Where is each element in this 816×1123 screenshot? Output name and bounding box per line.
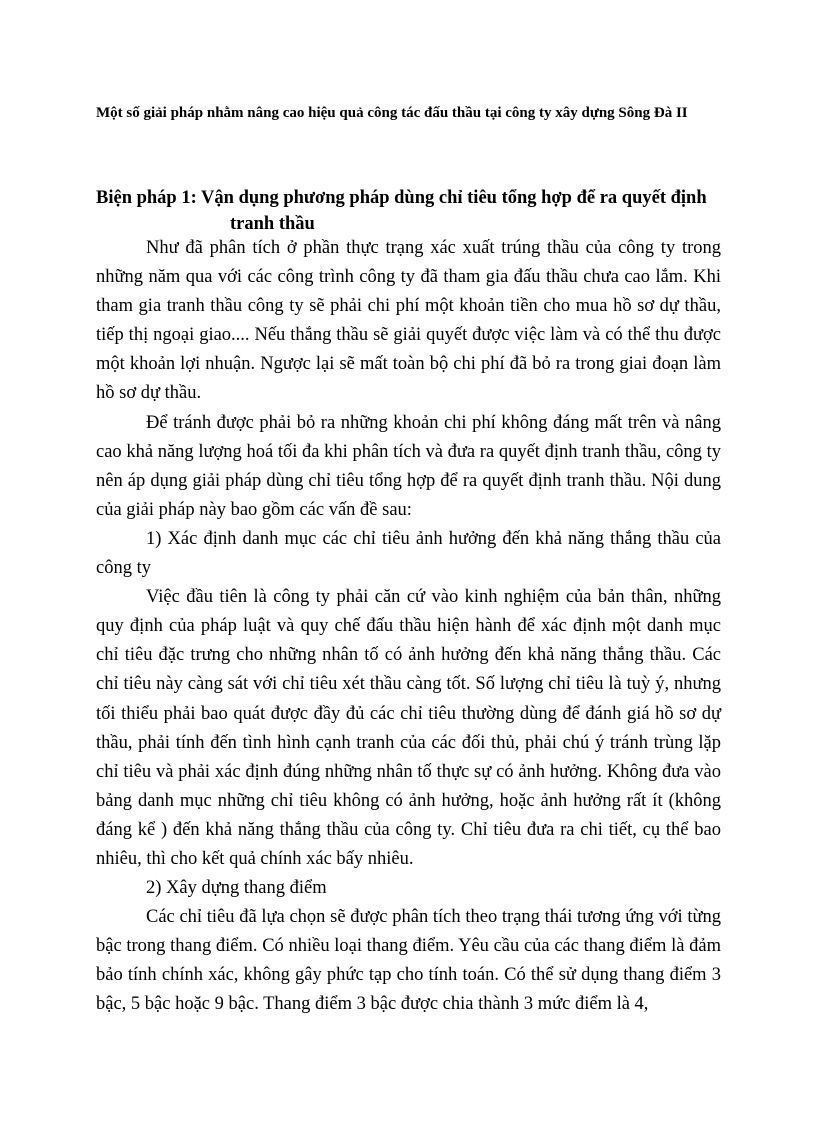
paragraph: Các chỉ tiêu đã lựa chọn sẽ được phân tích theo trạng thái tương ứng với từng bậc trong thang điểm. Có nhiều loại thang điểm. Yêu cầu của các thang điểm là đảm bảo tính chính xác, không gây phức tạp cho tính toán. Có thể sử dụng thang điểm 3 bậc, 5 bậc hoặc 9 bậc. Thang điểm 3 bậc được chia thành 3 mức điểm là 4, — [96, 907, 721, 1015]
paragraph: Việc đầu tiên là công ty phải căn cứ vào kinh nghiệm của bản thân, những quy định của pháp luật và quy chế đấu thầu hiện hành để xác định một danh mục chỉ tiêu đặc trưng cho những nhân tố có ảnh hưởng đến khả năng thắng thầu. Các chỉ tiêu này càng sát với chỉ tiêu xét thầu càng tốt. Số lượng chỉ tiêu là tuỳ ý, nhưng tối thiểu phải bao quát được đầy đủ các chỉ tiêu thường dùng để đánh giá hồ sơ dự thầu, phải tính đến tình hình cạnh tranh của các đối thủ, phải chú ý tránh trùng lặp chỉ tiêu và phải xác định đúng những nhân tố thực sự có ảnh hưởng. Không đưa vào bảng danh mục những chỉ tiêu không có ảnh hưởng, hoặc ảnh hưởng rất ít (không đáng kể ) đến khả năng thắng thầu của công ty. Chỉ tiêu đưa ra chi tiết, cụ thể bao nhiêu, thì cho kết quả chính xác bấy nhiêu. — [96, 587, 721, 869]
document-header: Một số giải pháp nhằm nâng cao hiệu quả công tác đấu thầu tại công ty xây dựng Sông Đà II — [96, 105, 688, 121]
paragraph: Để tránh được phải bỏ ra những khoản chi phí không đáng mất trên và nâng cao khả năng lượng hoá tối đa khi phân tích và đưa ra quyết định tranh thầu, công ty nên áp dụng giải pháp dùng chỉ tiêu tổng hợp để ra quyết định tranh thầu. Nội dung của giải pháp này bao gồm các vấn đề sau: — [96, 412, 721, 520]
section-heading-line1: Biện pháp 1: Vận dụng phương pháp dùng chỉ tiêu tổng hợp để ra quyết định — [96, 188, 707, 208]
section-heading — [96, 185, 726, 237]
paragraph: Như đã phân tích ở phần thực trạng xác xuất trúng thầu của công ty trong những năm qua với các công trình công ty đã tham gia đấu thầu chưa cao lắm. Khi tham gia tranh thầu công ty sẽ phải chi phí một khoản tiền cho mua hồ sơ dự thầu, tiếp thị ngoại giao.... Nếu thắng thầu sẽ giải quyết được việc làm và có thể thu được một khoản lợi nhuận. Ngược lại sẽ mất toàn bộ chi phí đã bỏ ra trong giai đoạn làm hồ sơ dự thầu. — [96, 238, 721, 404]
document-body — [96, 234, 721, 1020]
section-heading-line2: tranh thầu — [230, 214, 315, 234]
list-item-heading: 1) Xác định danh mục các chỉ tiêu ảnh hưởng đến khả năng thắng thầu của công ty — [96, 528, 721, 579]
list-item-heading: 2) Xây dựng thang điểm — [146, 878, 327, 899]
